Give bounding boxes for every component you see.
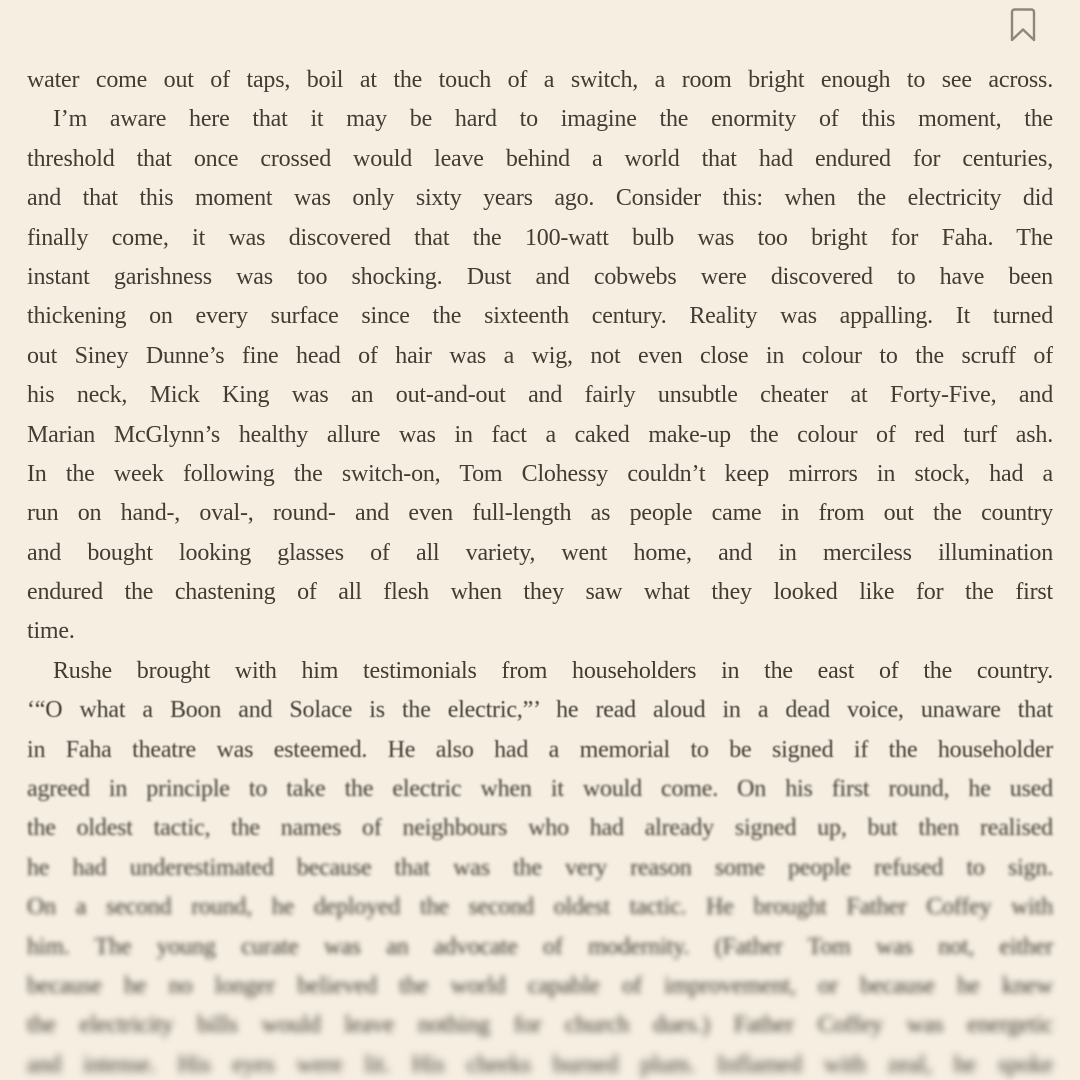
text-line: his neck, Mick King was an out-and-out and fairly unsubtle cheater at Forty-Five, and [27, 382, 1053, 409]
bookmark-icon [1006, 6, 1038, 44]
text-line: the oldest tactic, the names of neighbours who had already signed up, but then realised [27, 815, 1053, 842]
text-line: thickening on every surface since the sixteenth century. Reality was appalling. It turned [27, 303, 1053, 330]
text-line: and that this moment was only sixty years ago. Consider this: when the electricity did [27, 185, 1053, 212]
text-line: Rushe brought with him testimonials from householders in the east of the country. [53, 657, 1053, 684]
text-line: endured the chastening of all flesh when they saw what they looked like for the first [27, 579, 1053, 606]
text-line: out Siney Dunne’s fine head of hair was a wig, not even close in colour to the scruff of [27, 342, 1053, 369]
text-line: In the week following the switch-on, Tom Clohessy couldn’t keep mirrors in stock, had a [27, 460, 1053, 487]
text-line: agreed in principle to take the electric when it would come. On his first round, he used [27, 776, 1053, 803]
text-line: Marian McGlynn’s healthy allure was in fact a caked make-up the colour of red turf ash. [27, 421, 1053, 448]
text-line: I’m aware here that it may be hard to imagine the enormity of this moment, the [53, 106, 1053, 133]
text-line: and intense. His eyes were lit. His cheeks burned plum. Inflamed with zeal, he spoke [27, 1051, 1053, 1078]
text-line: in Faha theatre was esteemed. He also had a memorial to be signed if the householder [27, 736, 1053, 763]
text-line: run on hand-, oval-, round- and even full-length as people came in from out the country [27, 500, 1053, 527]
text-line: instant garishness was too shocking. Dust and cobwebs were discovered to have been [27, 263, 1053, 290]
text-line: and bought looking glasses of all variety, went home, and in merciless illumination [27, 539, 1053, 566]
text-line: time. [27, 618, 75, 645]
text-line: water come out of taps, boil at the touch of a switch, a room bright enough to see across. [27, 67, 1053, 93]
text-line: ‘“O what a Boon and Solace is the electric,”’ he read aloud in a dead voice, unaware that [27, 697, 1053, 724]
text-line: finally come, it was discovered that the 100-watt bulb was too bright for Faha. The [27, 224, 1053, 251]
text-line: he had underestimated because that was the very reason some people refused to sign. [27, 854, 1053, 881]
text-line: him. The young curate was an advocate of modernity. (Father Tom was not, either [27, 933, 1053, 960]
text-line: the electricity bills would leave nothing for church dues.) Father Coffey was energetic [27, 1012, 1053, 1039]
page-text [27, 61, 1053, 1080]
bookmark-button[interactable] [1006, 6, 1038, 44]
text-line: because he no longer believed the world capable of improvement, or because he knew [27, 972, 1053, 999]
text-line: On a second round, he deployed the second oldest tactic. He brought Father Coffey with [27, 894, 1053, 921]
text-line: threshold that once crossed would leave behind a world that had endured for centuries, [27, 145, 1053, 172]
